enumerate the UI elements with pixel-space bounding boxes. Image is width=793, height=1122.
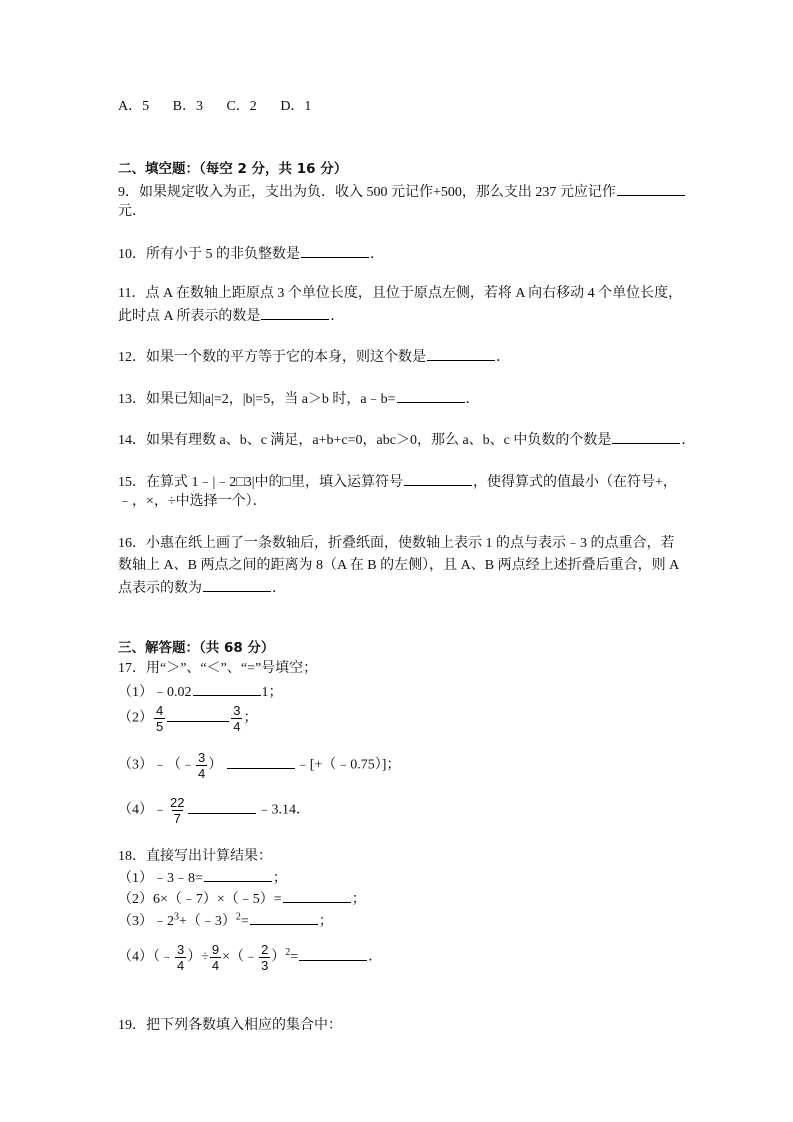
q17-p4-tail: ﹣3.14． bbox=[257, 802, 310, 818]
option-a: A．5 bbox=[118, 99, 150, 114]
q14-text: 14．如果有理数 a、b、c 满足，a+b+c=0，abc＞0，那么 a、b、c 中负数的个数是 bbox=[118, 433, 612, 448]
q11-text: 此时点 A 所表示的数是 bbox=[118, 309, 261, 324]
q15-text-b: ，使得算式的值最小（在符号+， bbox=[473, 475, 677, 490]
q17-part4 bbox=[118, 795, 310, 826]
q18-stem: 18．直接写出计算结果： bbox=[118, 849, 272, 864]
option-c: C．2 bbox=[226, 99, 257, 114]
frac-den: 7 bbox=[173, 811, 181, 826]
q17-p3-tail: ﹣[+（﹣0.75）]； bbox=[295, 757, 401, 773]
question-12 bbox=[118, 346, 510, 368]
q18-p4-m2: ×（﹣ bbox=[222, 949, 259, 965]
q18-p1-blank[interactable] bbox=[204, 867, 272, 882]
q18-p4-end: ． bbox=[368, 949, 383, 965]
frac-num: 3 bbox=[198, 750, 206, 765]
q9-continuation: 元． bbox=[118, 204, 146, 219]
q18-p3-label: （3）﹣2 bbox=[118, 914, 174, 929]
q18-p3-mid: +（﹣3） bbox=[179, 914, 236, 929]
q17-part3 bbox=[118, 750, 400, 781]
q15-answer-blank[interactable] bbox=[404, 471, 472, 486]
frac-num: 22 bbox=[170, 795, 185, 810]
q18-part2 bbox=[118, 888, 366, 910]
q17-p2-blank[interactable] bbox=[167, 707, 229, 722]
exponent: 2 bbox=[235, 911, 241, 923]
q18-p3-blank[interactable] bbox=[250, 910, 318, 925]
frac-den: 4 bbox=[211, 958, 220, 973]
q15-text-a: 15．在算式 1﹣|﹣2□3|中的□里，填入运算符号 bbox=[118, 475, 404, 490]
question-11-line2 bbox=[118, 305, 344, 327]
q18-p4-m3: ） bbox=[271, 949, 286, 965]
q17-stem: 17．用“＞”、“＜”、“=”号填空； bbox=[118, 661, 318, 676]
question-9 bbox=[118, 181, 686, 203]
question-13 bbox=[118, 388, 480, 410]
q17-part2 bbox=[118, 703, 257, 734]
frac-den: 3 bbox=[261, 958, 269, 973]
q12-end: ． bbox=[496, 350, 510, 365]
q17-p2-label: （2） bbox=[118, 710, 153, 726]
fraction-3-4 bbox=[175, 942, 186, 973]
fraction-3-4 bbox=[231, 703, 242, 734]
q17-p3-blank[interactable] bbox=[227, 754, 295, 769]
q18-p2-label: （2）6×（﹣7）×（﹣5）= bbox=[118, 892, 282, 907]
option-b: B．3 bbox=[172, 99, 203, 114]
question-14 bbox=[118, 429, 695, 451]
question-15-line1 bbox=[118, 471, 677, 493]
frac-den: 5 bbox=[156, 719, 164, 734]
q18-p1-label: （1）﹣3﹣8= bbox=[118, 871, 203, 886]
question-16-line2: 数轴上 A、B 两点之间的距离为 8（A 在 B 的左侧），且 A、B 两点经上述折叠后重合，则 A bbox=[118, 558, 680, 573]
fraction-9-4 bbox=[210, 942, 221, 973]
frac-num: 3 bbox=[177, 942, 185, 957]
frac-den: 4 bbox=[233, 719, 241, 734]
q17-part1 bbox=[118, 681, 283, 703]
q14-end: ． bbox=[681, 433, 696, 448]
frac-num: 9 bbox=[211, 942, 220, 957]
q18-p1-end: ； bbox=[272, 871, 287, 886]
q10-end: ． bbox=[370, 247, 384, 262]
q12-text: 12．如果一个数的平方等于它的本身，则这个数是 bbox=[118, 350, 426, 365]
q18-part3 bbox=[118, 910, 333, 932]
q18-p4-eq: = bbox=[290, 949, 299, 965]
q11-answer-blank[interactable] bbox=[261, 305, 329, 320]
q17-p1-end: 1； bbox=[261, 685, 283, 700]
q18-p4-label: （4）（﹣ bbox=[118, 949, 174, 965]
q16-text: 点表示的数为 bbox=[118, 581, 202, 596]
question-19: 19．把下列各数填入相应的集合中： bbox=[118, 1018, 342, 1033]
q18-p4-m1: ）÷ bbox=[187, 949, 209, 965]
q18-p3-end: ； bbox=[318, 914, 333, 929]
frac-num: 4 bbox=[156, 703, 164, 718]
q18-p3-eq: = bbox=[240, 914, 249, 929]
q9-text: 9．如果规定收入为正，支出为负．收入 500 元记作+500，那么支出 237 元应记作 bbox=[118, 185, 616, 200]
question-10 bbox=[118, 243, 384, 265]
q9-answer-blank[interactable] bbox=[617, 181, 685, 196]
q10-text: 10．所有小于 5 的非负整数是 bbox=[118, 247, 300, 262]
q17-p1-label: （1）﹣0.02 bbox=[118, 685, 192, 700]
q12-answer-blank[interactable] bbox=[427, 346, 495, 361]
q17-p4-label: （4）﹣ bbox=[118, 802, 167, 818]
frac-den: 4 bbox=[198, 766, 206, 781]
q16-answer-blank[interactable] bbox=[203, 577, 271, 592]
q18-p2-end: ； bbox=[351, 892, 366, 907]
q17-p3-label: （3）﹣（﹣ bbox=[118, 757, 195, 773]
q17-p3-mid: ） bbox=[208, 757, 223, 773]
q16-end: ． bbox=[272, 581, 286, 596]
frac-num: 2 bbox=[261, 942, 269, 957]
q13-end: ． bbox=[465, 392, 480, 407]
exponent: 3 bbox=[174, 911, 179, 923]
question-15-line2: ﹣，×，÷中选择一个）． bbox=[118, 494, 267, 509]
frac-num: 3 bbox=[233, 703, 241, 718]
q18-p2-blank[interactable] bbox=[283, 888, 351, 903]
fraction-4-5 bbox=[154, 703, 165, 734]
question-11-line1: 11．点 A 在数轴上距原点 3 个单位长度，且位于原点左侧，若将 A 向右移动 4 个单位长度， bbox=[118, 286, 683, 301]
fraction-3-4 bbox=[196, 750, 207, 781]
exponent: 2 bbox=[285, 947, 291, 959]
q17-p4-blank[interactable] bbox=[188, 799, 256, 814]
q11-end: ． bbox=[330, 309, 345, 324]
q13-text: 13．如果已知|a|=2，|b|=5，当 a＞b 时，a﹣b= bbox=[118, 392, 396, 407]
q14-answer-blank[interactable] bbox=[612, 429, 680, 444]
fraction-2-3 bbox=[259, 942, 270, 973]
q18-part4 bbox=[118, 942, 382, 973]
q18-p4-blank[interactable] bbox=[299, 946, 367, 961]
answer-options bbox=[118, 97, 331, 117]
question-16-line1: 16．小惠在纸上画了一条数轴后，折叠纸面，使数轴上表示 1 的点与表示﹣3 的点重合，若 bbox=[118, 536, 675, 551]
q13-answer-blank[interactable] bbox=[397, 388, 465, 403]
option-d: D．1 bbox=[280, 99, 312, 114]
q17-p2-end: ； bbox=[243, 710, 258, 726]
fraction-22-7 bbox=[168, 795, 186, 826]
question-16-line3 bbox=[118, 577, 286, 599]
q10-answer-blank[interactable] bbox=[301, 243, 369, 258]
section2-header: 二、填空题：（每空 2 分，共 16 分） bbox=[118, 161, 348, 177]
q18-part1 bbox=[118, 867, 287, 889]
section3-header: 三、解答题：（共 68 分） bbox=[118, 640, 275, 656]
frac-den: 4 bbox=[177, 958, 185, 973]
q17-p1-blank[interactable] bbox=[193, 681, 261, 696]
